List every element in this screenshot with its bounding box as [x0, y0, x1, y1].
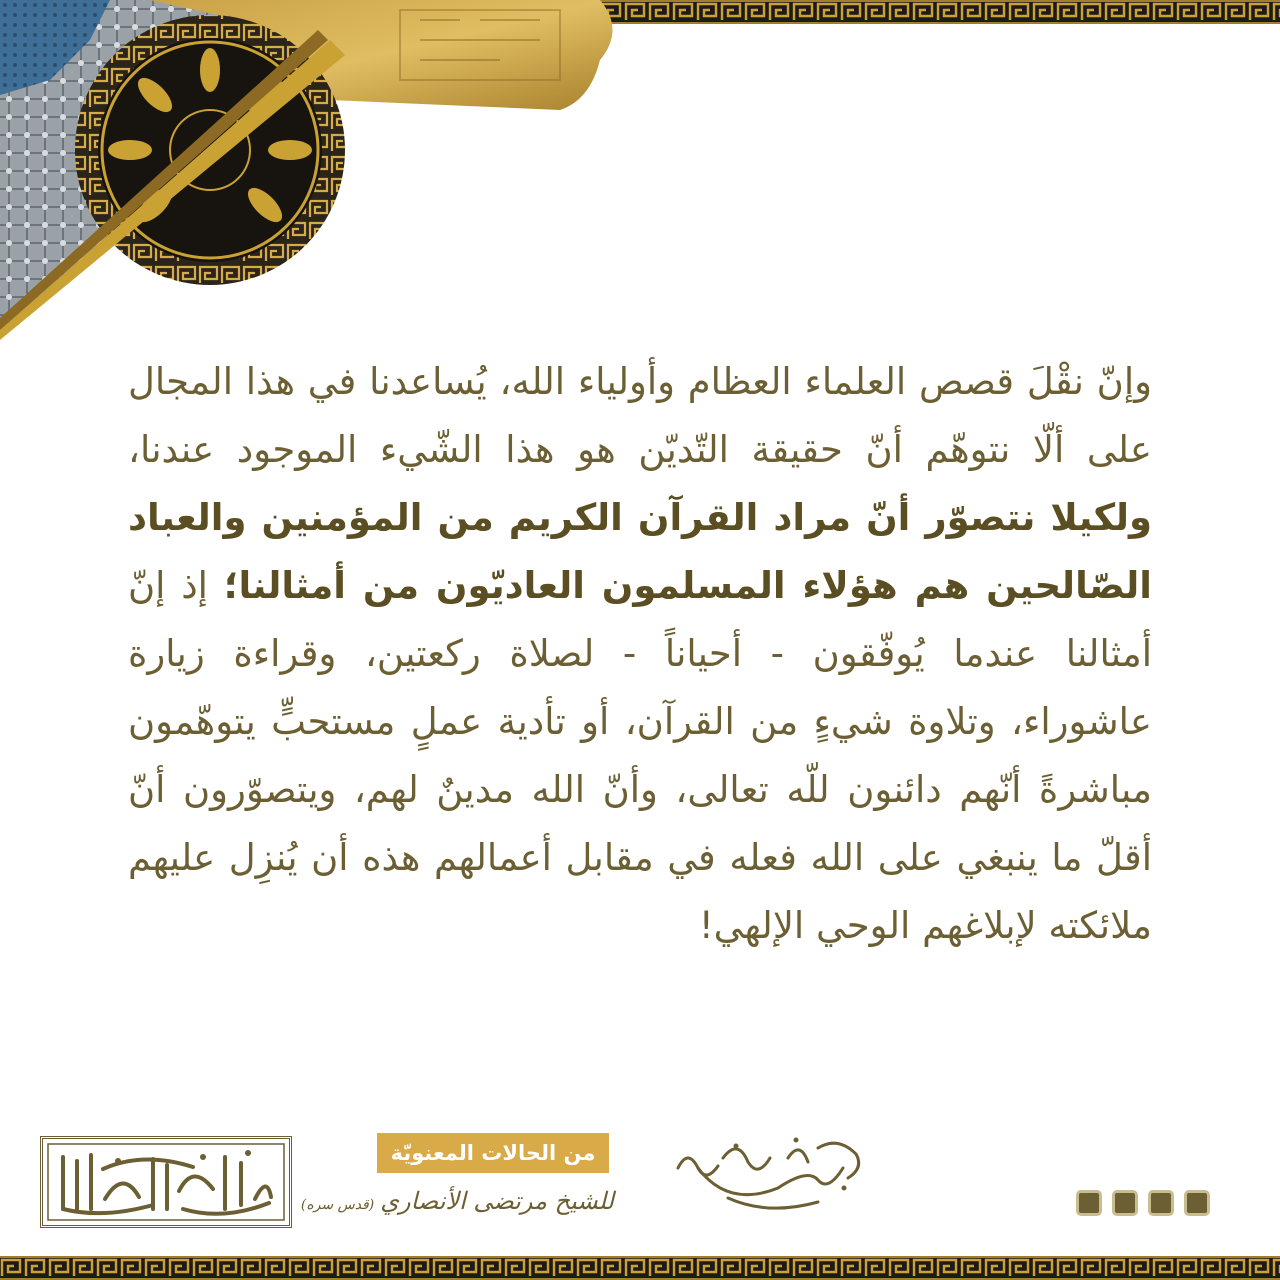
pager-dot-icon	[1184, 1190, 1210, 1216]
book-author	[300, 1178, 614, 1224]
quote-paragraph	[128, 348, 1152, 960]
pager-dot-icon	[1076, 1190, 1102, 1216]
pager	[1076, 1190, 1210, 1216]
book-author-note: (قدس سره)	[300, 1197, 375, 1213]
ornament-corner-image	[0, 0, 640, 340]
book-author-name: للشيخ مرتضى الأنصاري	[380, 1187, 614, 1215]
paragraph-text-end: إذ إنّ أمثالنا عندما يُوفّقون - أحياناً - لصلاة ركعتين، وقراءة زيارة عاشوراء، وتلاوة شيءٍ من القرآن، أو تأدية عملٍ مستحبٍّ يتوهّمون مباشرةً أنّهم دائنون للّه تعالى، وأنّ الله مدينٌ لهم، ويتصوّرون أنّ أقلّ ما ينبغي على الله فعله في مقابل أعمالهم هذه أن يُنزِل عليهم ملائكته لإبلاغهم الوحي الإلهي!	[128, 564, 1152, 947]
signature-image	[668, 1128, 872, 1220]
greek-key-border-top	[600, 0, 1280, 24]
paragraph-text-start: وإنّ نقْلَ قصص العلماء العظام وأولياء الله، يُساعدنا في هذا المجال على ألّا نتوهّم أنّ حقيقة التّديّن هو هذا الشّيء الموجود عندنا،	[128, 360, 1152, 471]
pager-dot-icon	[1148, 1190, 1174, 1216]
pager-dot-icon	[1112, 1190, 1138, 1216]
seal-calligraphy-logo	[40, 1136, 292, 1228]
series-label-badge: من الحالات المعنويّة	[377, 1133, 609, 1173]
paragraph-text-bold: ولكيلا نتصوّر أنّ مراد القرآن الكريم من المؤمنين والعباد الصّالحين هم هؤلاء المسلمون العاديّون من أمثالنا؛	[128, 496, 1152, 607]
greek-key-border-bottom	[0, 1256, 1280, 1280]
